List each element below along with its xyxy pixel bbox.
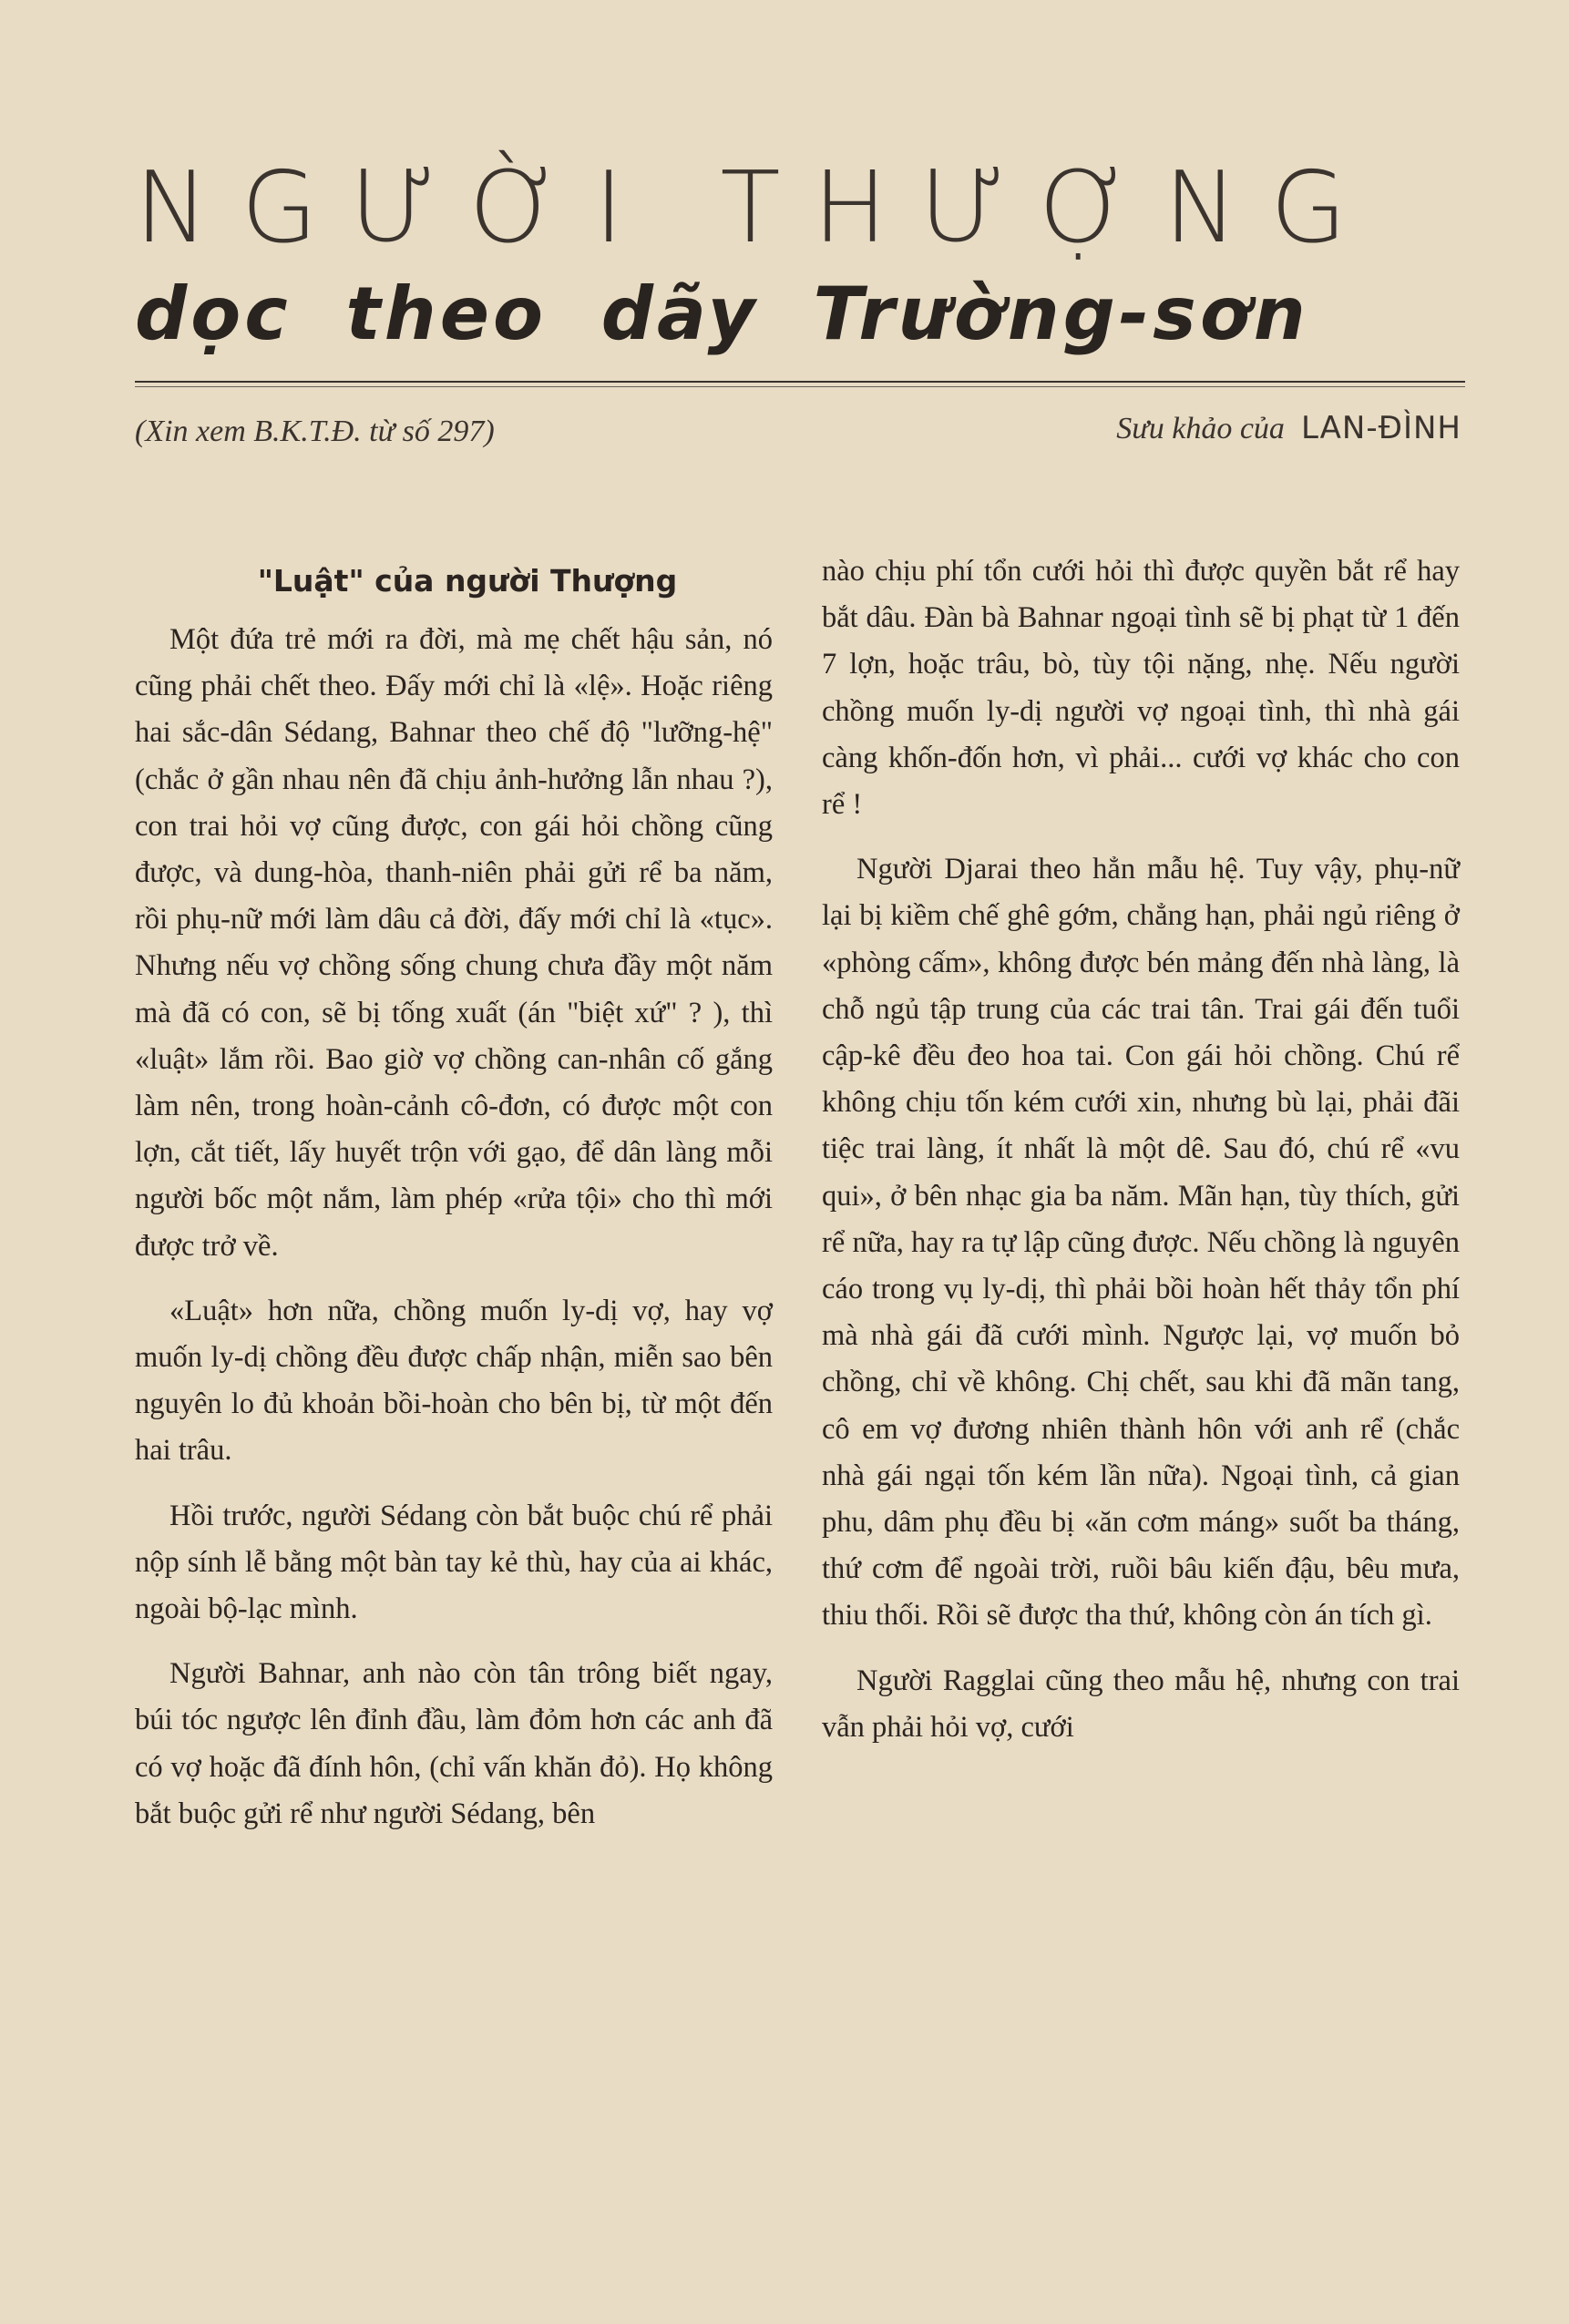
left-column — [135, 547, 773, 1856]
byline-prefix: Sưu khảo của — [1116, 412, 1285, 445]
issue-reference: (Xin xem B.K.T.Đ. từ số 297) — [135, 415, 495, 448]
paragraph: Hồi trước, người Sédang còn bắt buộc chú rể phải nộp sính lễ bằng một bàn tay kẻ thù, hay của ai khác, ngoài bộ-lạc mình. — [135, 1499, 773, 1626]
paragraph: Người Bahnar, anh nào còn tân trông biết ngay, búi tóc ngược lên đỉnh đầu, làm đỏm hơn các anh đã có vợ hoặc đã đính hôn, (chỉ vấn khăn đỏ). Họ không bắt buộc gửi rể như người Sédang, bên — [135, 1657, 773, 1830]
paragraph: Người Djarai theo hẳn mẫu hệ. Tuy vậy, phụ-nữ lại bị kiềm chế ghê gớm, chẳng hạn, phải ngủ riêng ở «phòng cấm», không được bén mảng đến nhà làng, là chỗ ngủ tập trung của các trai tân. Trai gái đến tuổi cập-kê đều đeo hoa tai. Con gái hỏi chồng. Chú rể không chịu tốn kém cưới xin, nhưng bù lại, phải đãi tiệc trai làng, ít nhất là một dê. Sau đó, chú rể «vu qui», ở bên nhạc gia ba năm. Mãn hạn, tùy thích, gửi rể nữa, hay ra tự lập cũng được. Nếu chồng là nguyên cáo trong vụ ly-dị, thì phải bồi hoàn hết thảy tổn phí mà nhà gái đã cưới mình. Ngược lại, vợ muốn bỏ chồng, chỉ về không. Chị chết, sau khi đã mãn tang, cô em vợ đương nhiên thành hôn với anh rể (chắc nhà gái ngại tốn kém lần nữa). Ngoại tình, cả gian phu, dâm phụ đều bị «ăn cơm máng» suốt ba tháng, thứ cơm để ngoài trời, ruồi bâu kiến đậu, bêu mưa, thiu thối. Rồi sẽ được tha thứ, không còn án tích gì. — [822, 853, 1460, 1633]
article-title: NGƯỜI THƯỢNG — [135, 151, 1379, 265]
paragraph: Người Ragglai cũng theo mẫu hệ, nhưng con trai vẫn phải hỏi vợ, cưới — [822, 1664, 1460, 1744]
title-divider-thin — [135, 386, 1465, 387]
author-name: LAN-ĐÌNH — [1300, 410, 1461, 446]
article-subtitle: dọc theo dãy Trường-sơn — [135, 271, 1309, 356]
paragraph-continued: nào chịu phí tổn cưới hỏi thì được quyền bắt rể hay bắt dâu. Đàn bà Bahnar ngoại tình sẽ bị phạt từ 1 đến 7 lợn, hoặc trâu, bò, tùy tội nặng, nhẹ. Nếu người chồng muốn ly-dị người vợ ngoại tình, thì nhà gái càng khốn-đốn hơn, vì phải... cưới vợ khác cho con rể ! — [822, 555, 1460, 822]
right-column — [822, 548, 1460, 1769]
section-heading: "Luật" của người Thượng — [257, 563, 678, 599]
title-divider — [135, 381, 1465, 383]
paragraph: «Luật» hơn nữa, chồng muốn ly-dị vợ, hay vợ muốn ly-dị chồng đều được chấp nhận, miễn sao bên nguyên lo đủ khoản bồi-hoàn cho bên bị, từ một đến hai trâu. — [135, 1294, 773, 1468]
paragraph: Một đứa trẻ mới ra đời, mà mẹ chết hậu sản, nó cũng phải chết theo. Đấy mới chỉ là «lệ». Hoặc riêng hai sắc-dân Sédang, Bahnar theo chế độ "lưỡng-hệ" (chắc ở gần nhau nên đã chịu ảnh-hưởng lẫn nhau ?), con trai hỏi vợ cũng được, con gái hỏi chồng cũng được, và dung-hòa, thanh-niên phải gửi rể ba năm, rồi phụ-nữ mới làm dâu cả đời, đấy mới chỉ là «tục». Nhưng nếu vợ chồng sống chung chưa đầy một năm mà đã có con, sẽ bị tống xuất (án "biệt xứ" ? ), thì «luật» lắm rồi. Bao giờ vợ chồng can-nhân cố gắng làm nên, trong hoàn-cảnh cô-đơn, có được một con lợn, cắt tiết, lấy huyết trộn với gạo, để dân làng mỗi người bốc một nắm, làm phép «rửa tội» cho thì mới được trở về. — [135, 623, 773, 1263]
byline — [1116, 410, 1461, 446]
